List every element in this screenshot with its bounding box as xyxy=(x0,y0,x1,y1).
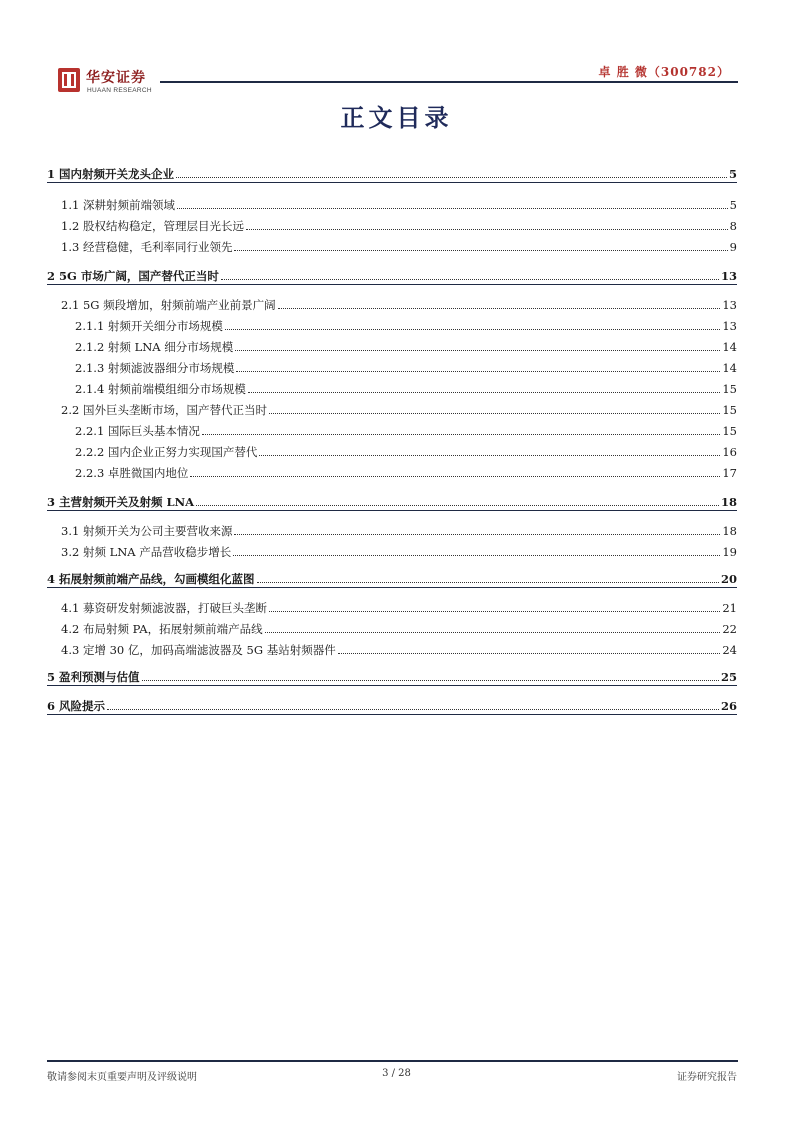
toc-entry[interactable] xyxy=(47,494,737,511)
toc-leader xyxy=(234,250,727,251)
logo-english-name: HUAAN RESEARCH xyxy=(87,87,152,94)
toc-entry-page: 13 xyxy=(722,298,737,312)
toc-entry-text: 3.2 射频 LNA 产品营收稳步增长 xyxy=(61,545,232,559)
toc-entry[interactable] xyxy=(61,642,737,658)
toc-entry[interactable] xyxy=(47,571,737,588)
toc-leader xyxy=(142,680,719,681)
company-stock-code: 卓 胜 微（300782） xyxy=(598,65,730,79)
toc-entry-page: 15 xyxy=(722,382,737,396)
toc-entry-text: 3.1 射频开关为公司主要营收来源 xyxy=(61,524,233,538)
header-logo xyxy=(52,66,162,100)
page-number: 3 / 28 xyxy=(382,1068,411,1079)
toc-leader xyxy=(233,555,720,556)
toc-entry[interactable] xyxy=(61,402,737,418)
toc-entry-page: 13 xyxy=(722,319,737,333)
toc-entry-page: 13 xyxy=(720,269,737,283)
toc-entry[interactable] xyxy=(61,523,737,539)
toc-entry-page: 14 xyxy=(722,340,737,354)
toc-leader xyxy=(177,208,728,209)
toc-entry-page: 21 xyxy=(722,601,737,615)
toc-entry-page: 5 xyxy=(728,167,737,181)
toc-leader xyxy=(221,279,719,280)
toc-leader xyxy=(269,413,720,414)
toc-entry-page: 9 xyxy=(729,240,737,254)
toc-entry[interactable] xyxy=(61,621,737,637)
toc-entry-text: 1.2 股权结构稳定，管理层目光长远 xyxy=(61,219,244,233)
toc-entry-page: 26 xyxy=(720,699,737,713)
toc-entry-text: 2.2.2 国内企业正努力实现国产替代 xyxy=(75,445,258,459)
footer-disclaimer: 敬请参阅末页重要声明及评级说明 xyxy=(47,1072,197,1083)
toc-entry-text: 2.1 5G 频段增加，射频前端产业前景广阔 xyxy=(61,298,276,312)
toc-entry-page: 15 xyxy=(722,403,737,417)
toc-entry-page: 19 xyxy=(722,545,737,559)
toc-entry-text: 4.1 募资研发射频滤波器，打破巨头垄断 xyxy=(61,601,267,615)
toc-entry[interactable] xyxy=(75,360,737,376)
toc-leader xyxy=(269,611,720,612)
toc-entry-page: 14 xyxy=(722,361,737,375)
toc-entry-page: 17 xyxy=(722,466,737,480)
toc-entry[interactable] xyxy=(47,698,737,715)
toc-entry[interactable] xyxy=(61,239,737,255)
toc-entry[interactable] xyxy=(61,218,737,234)
toc-entry-page: 8 xyxy=(729,219,737,233)
toc-leader xyxy=(202,434,720,435)
toc-leader xyxy=(225,329,720,330)
toc-entry-text: 1.1 深耕射频前端领域 xyxy=(61,198,175,212)
toc-leader xyxy=(234,534,720,535)
toc-leader xyxy=(265,632,721,633)
logo-chinese-name: 华安证券 xyxy=(86,70,146,86)
toc-entry[interactable] xyxy=(75,318,737,334)
toc-entry-page: 16 xyxy=(722,445,737,459)
toc-leader xyxy=(338,653,721,654)
toc-leader xyxy=(196,505,719,506)
toc-entry[interactable] xyxy=(75,381,737,397)
toc-entry-text: 4.3 定增 30 亿，加码高端滤波器及 5G 基站射频器件 xyxy=(61,643,336,657)
logo-seal-icon xyxy=(58,68,80,92)
toc-entry-page: 15 xyxy=(722,424,737,438)
toc-entry-text: 1.3 经营稳健，毛利率同行业领先 xyxy=(61,240,233,254)
toc-entry-text: 1 国内射频开关龙头企业 xyxy=(47,167,175,181)
toc-entry[interactable] xyxy=(75,465,737,481)
toc-entry[interactable] xyxy=(61,297,737,313)
header-rule xyxy=(160,81,738,83)
toc-leader xyxy=(176,177,727,178)
toc-leader xyxy=(246,229,728,230)
toc-entry[interactable] xyxy=(75,423,737,439)
toc-leader xyxy=(236,371,720,372)
toc-leader xyxy=(190,476,720,477)
toc-entry-text: 2.1.1 射频开关细分市场规模 xyxy=(75,319,223,333)
toc-entry[interactable] xyxy=(61,600,737,616)
toc-entry[interactable] xyxy=(47,669,737,686)
toc-entry[interactable] xyxy=(61,544,737,560)
toc-leader xyxy=(278,308,721,309)
toc-entry-text: 2.1.2 射频 LNA 细分市场规模 xyxy=(75,340,234,354)
toc-entry-text: 2.1.3 射频滤波器细分市场规模 xyxy=(75,361,235,375)
toc-entry-page: 18 xyxy=(722,524,737,538)
toc-entry-page: 24 xyxy=(722,643,737,657)
toc-entry-text: 2.2 国外巨头垄断市场，国产替代正当时 xyxy=(61,403,267,417)
toc-leader xyxy=(259,455,720,456)
toc-entry-text: 4.2 布局射频 PA，拓展射频前端产品线 xyxy=(61,622,263,636)
toc-entry[interactable] xyxy=(47,268,737,285)
toc-entry-page: 20 xyxy=(720,572,737,586)
toc-entry-text: 3 主营射频开关及射频 LNA xyxy=(47,495,195,509)
toc-entry[interactable] xyxy=(75,339,737,355)
toc-entry-text: 5 盈利预测与估值 xyxy=(47,670,140,684)
toc-leader xyxy=(235,350,720,351)
toc-entry-text: 2.2.1 国际巨头基本情况 xyxy=(75,424,200,438)
page-title: 正文目录 xyxy=(340,103,453,132)
toc-entry-text: 2.2.3 卓胜微国内地位 xyxy=(75,466,189,480)
toc-entry-text: 2 5G 市场广阔，国产替代正当时 xyxy=(47,269,219,283)
toc-entry-page: 18 xyxy=(720,495,737,509)
toc-entry[interactable] xyxy=(61,197,737,213)
toc-entry[interactable] xyxy=(47,166,737,183)
toc-entry-page: 22 xyxy=(722,622,737,636)
footer-report-type: 证券研究报告 xyxy=(677,1072,737,1083)
toc-leader xyxy=(107,709,719,710)
toc-entry-text: 6 风险提示 xyxy=(47,699,106,713)
toc-entry-text: 4 拓展射频前端产品线，勾画模组化蓝图 xyxy=(47,572,255,586)
toc-entry-page: 25 xyxy=(720,670,737,684)
toc-leader xyxy=(248,392,720,393)
toc-entry-page: 5 xyxy=(729,198,737,212)
toc-entry-text: 2.1.4 射频前端模组细分市场规模 xyxy=(75,382,246,396)
footer-rule xyxy=(47,1060,738,1062)
toc-leader xyxy=(257,582,719,583)
toc-entry[interactable] xyxy=(75,444,737,460)
